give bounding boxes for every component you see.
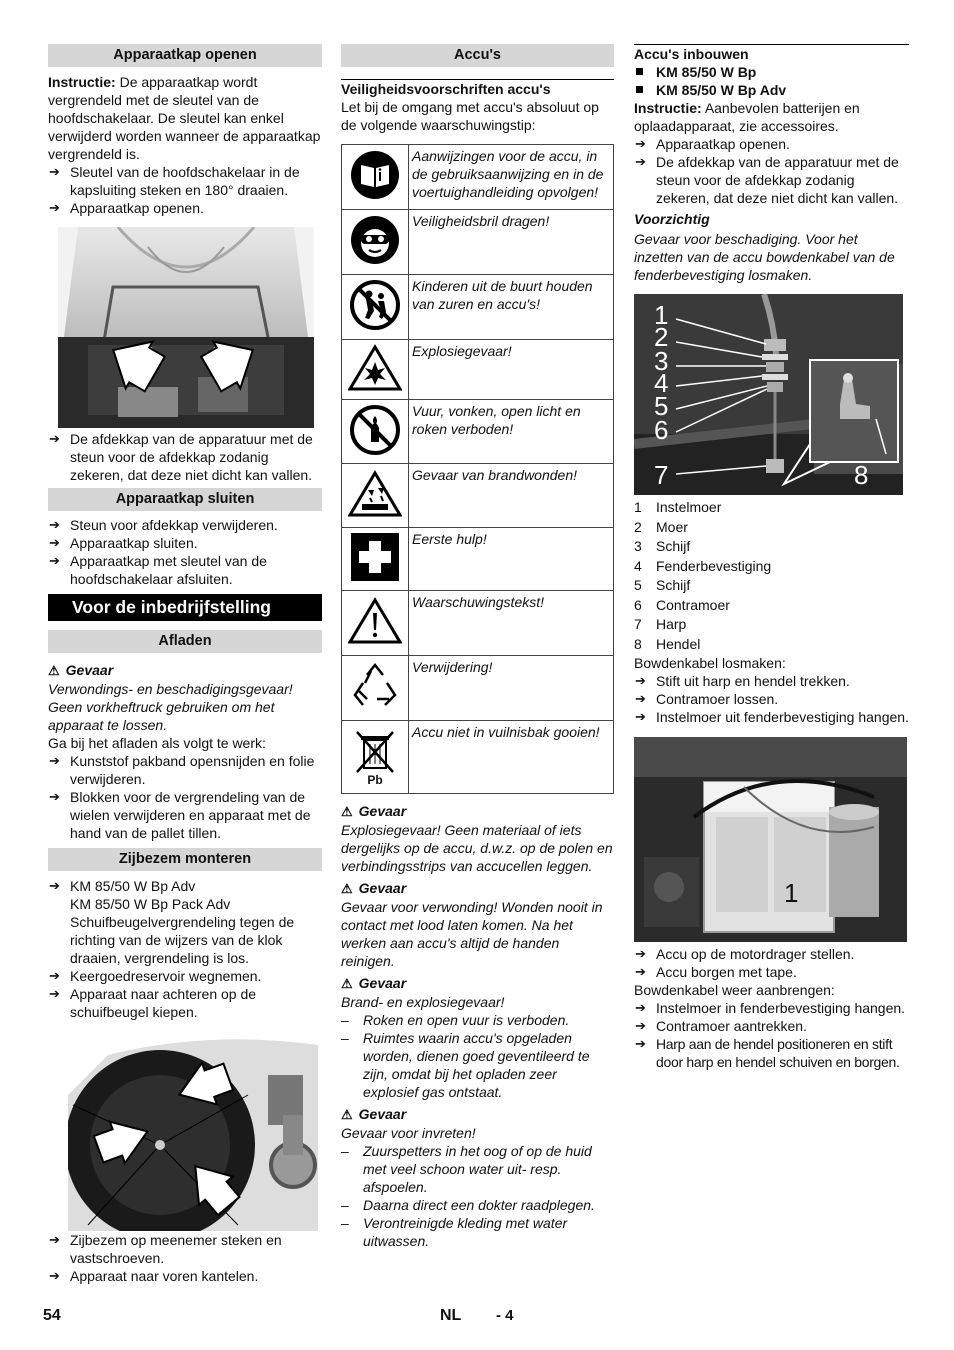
warning-triangle-icon: ⚠	[341, 1107, 353, 1122]
paragraph: Bowdenkabel weer aanbrengen:	[634, 982, 835, 998]
exclamation-warning-icon	[348, 597, 402, 645]
callout-7: 7	[654, 460, 669, 490]
step: ➔ Apparaat naar achteren op de schuifbeugel kiepen.	[48, 985, 322, 1021]
table-row: Verwijdering!	[342, 656, 614, 721]
step: ➔ Accu borgen met tape.	[634, 963, 909, 981]
corrosive-warning-icon	[348, 470, 402, 518]
legend-item: 7 Harp	[634, 616, 687, 632]
step: ➔ Apparaatkap openen.	[48, 199, 322, 217]
warning-text: Verwondings- en beschadigingsgevaar! Geen vorkheftruck gebruiken om het apparaat te lossen.	[48, 681, 293, 733]
step: ➔ Contramoer lossen.	[634, 690, 909, 708]
step: ➔ Apparaatkap met sleutel van de hoofdschakelaar afsluiten.	[48, 552, 322, 588]
list-item: – Ruimtes waarin accu's opgeladen worden, dienen goed geventileerd te zijn, omdat bij het opladen zeer explosief gas ontstaat.	[341, 1029, 614, 1101]
warning-heading: ⚠ Gevaar	[341, 803, 407, 819]
step: ➔ Instelmoer uit fenderbevestiging hangen.	[634, 708, 909, 726]
chapter-title: Voor de inbedrijfstelling	[48, 594, 322, 621]
no-fire-icon	[349, 404, 401, 456]
step: ➔ Steun voor afdekkap verwijderen.	[48, 516, 322, 534]
list-item: – Verontreinigde kleding met water uitwassen.	[341, 1214, 614, 1250]
legend-list	[634, 498, 909, 654]
explosion-warning-icon	[348, 344, 402, 392]
warning-heading: ⚠ Gevaar	[341, 880, 407, 896]
first-aid-icon	[350, 532, 400, 582]
subsection-title: Veiligheidsvoorschriften accu's	[341, 81, 551, 97]
instruction-paragraph: Instructie: Aanbevolen batterijen en oplaadapparaat, zie accessoires.	[634, 100, 860, 134]
crossed-bin-icon	[353, 728, 397, 774]
table-row: Pb Accu niet in vuilnisbak gooien!	[342, 721, 614, 794]
list-item: – Daarna direct een dokter raadplegen.	[341, 1196, 614, 1214]
step: ➔ Stift uit harp en hendel trekken.	[634, 672, 909, 690]
legend-item: 1 Instelmoer	[634, 499, 722, 515]
step: ➔ Accu op de motordrager stellen.	[634, 945, 909, 963]
column-left	[48, 44, 322, 1285]
step: ➔ Kunststof pakband opensnijden en folie verwijderen.	[48, 752, 322, 788]
callout-2: 2	[654, 322, 669, 352]
column-right	[634, 44, 909, 1071]
callout-4: 4	[654, 368, 669, 398]
warning-triangle-icon: ⚠	[341, 881, 353, 896]
legend-item: 6 Contramoer	[634, 596, 730, 613]
callout-6: 6	[654, 415, 669, 445]
warning-triangle-icon: ⚠	[341, 976, 353, 991]
table-row: Eerste hulp!	[342, 528, 614, 591]
step: ➔ Sleutel van de hoofdschakelaar in de kapsluiting steken en 180° draaien.	[48, 163, 322, 199]
legend-item: 4 Fenderbevestiging	[634, 557, 772, 574]
photo-bowden-cable	[634, 294, 903, 495]
table-row: Waarschuwingstekst!	[342, 591, 614, 656]
column-middle	[341, 44, 614, 1250]
safety-goggles-icon	[350, 215, 400, 265]
section	[634, 44, 909, 63]
table-row: Aanwijzingen voor de accu, in de gebruiksaanwijzing en in de voertuighandleiding opvolgen!	[342, 145, 614, 210]
section-title-open-hood: Apparaatkap openen	[48, 44, 322, 67]
callout-8: 8	[854, 460, 869, 490]
instruction-paragraph: Instructie: De apparaatkap wordt vergrendeld met de sleutel van de hoofdschakelaar. De sleutel kan enkel verwijderd worden wanneer de apparaatkap vergrendeld is.	[48, 74, 321, 162]
subsection	[341, 79, 614, 134]
step: ➔ De afdekkap van de apparatuur met de steun voor de afdekkap zodanig zekeren, dat deze niet dicht kan vallen.	[48, 430, 322, 484]
section-title-install-batteries: Accu's inbouwen	[634, 46, 749, 62]
warning-triangle-icon: ⚠	[48, 663, 60, 678]
warning-triangle-icon: ⚠	[341, 804, 353, 819]
book-icon	[350, 150, 400, 200]
section-title-side-brush: Zijbezem monteren	[48, 848, 322, 871]
warning-heading: ⚠ Gevaar	[341, 1106, 407, 1122]
photo-battery	[634, 737, 907, 942]
callout-1: 1	[654, 300, 669, 330]
step: ➔ De afdekkap van de apparatuur met de steun voor de afdekkap zodanig zekeren, dat deze niet dicht kan vallen.	[634, 153, 909, 207]
legend-item: 8 Hendel	[634, 635, 701, 652]
photo-hood-open	[58, 227, 314, 428]
legend-item: 2 Moer	[634, 518, 688, 535]
table-row: Kinderen uit de buurt houden van zuren en accu's!	[342, 275, 614, 340]
safety-symbol-table	[341, 144, 614, 794]
table-row: Explosiegevaar!	[342, 340, 614, 400]
callout-1: 1	[784, 878, 799, 908]
section-title-unloading: Afladen	[48, 630, 322, 653]
warning-text: Gevaar voor verwonding! Wonden nooit in contact met lood laten komen. Na het werken aan accu's altijd de handen reinigen.	[341, 899, 603, 969]
step: ➔ Contramoer aantrekken.	[634, 1017, 909, 1035]
caution-text: Gevaar voor beschadiging. Voor het inzetten van de accu bowdenkabel van de fenderbevestiging losmaken.	[634, 231, 895, 283]
warning-heading: ⚠ Gevaar	[48, 662, 114, 678]
step: ➔ Keergoedreservoir wegnemen.	[48, 967, 322, 985]
step: ➔ Apparaatkap openen.	[634, 135, 909, 153]
caution-heading: Voorzichtig	[634, 211, 710, 227]
legend-item: 3 Schijf	[634, 538, 691, 554]
step: ➔ Instelmoer in fenderbevestiging hangen.	[634, 999, 909, 1017]
step: ➔ Apparaatkap sluiten.	[48, 534, 322, 552]
step: ➔ KM 85/50 W Bp Adv KM 85/50 W Bp Pack Adv Schuifbeugelvergrendeling tegen de richting van de wijzers van de klok draaien, vergrendeling is los.	[48, 877, 322, 967]
paragraph: Ga bij het afladen als volgt te werk:	[48, 735, 266, 751]
callout-5: 5	[654, 391, 669, 421]
no-children-icon	[349, 279, 401, 331]
step: ➔ Zijbezem op meenemer steken en vastschroeven.	[48, 1231, 322, 1267]
paragraph: Let bij de omgang met accu's absoluut op de volgende waarschuwingstip:	[341, 99, 599, 133]
legend-item: 5 Schijf	[634, 577, 691, 593]
step: ➔ Blokken voor de vergrendeling van de wielen verwijderen en apparaat met de hand van de pallet tillen.	[48, 788, 322, 842]
recycling-icon	[349, 661, 401, 711]
model-item: KM 85/50 W Bp	[634, 63, 909, 81]
paragraph: Bowdenkabel losmaken:	[634, 655, 786, 671]
table-row: Vuur, vonken, open licht en roken verboden!	[342, 400, 614, 464]
language-code: NL	[440, 1307, 462, 1324]
page-sub-number: - 4	[496, 1307, 514, 1324]
step: ➔ Harp aan de hendel positioneren en stift door harp en hendel schuiven en borgen.	[634, 1035, 909, 1071]
warning-text: Gevaar voor invreten!	[341, 1125, 476, 1141]
table-row: Gevaar van brandwonden!	[342, 464, 614, 528]
page-number: 54	[43, 1307, 61, 1324]
model-item: KM 85/50 W Bp Adv	[634, 81, 909, 99]
warning-heading: ⚠ Gevaar	[341, 975, 407, 991]
pb-label: Pb	[367, 772, 383, 787]
section-title-batteries: Accu's	[341, 44, 614, 67]
step: ➔ Apparaat naar voren kantelen.	[48, 1267, 322, 1285]
photo-side-brush	[68, 1035, 318, 1231]
table-row: Veiligheidsbril dragen!	[342, 210, 614, 275]
callout-3: 3	[654, 346, 669, 376]
section-title-close-hood: Apparaatkap sluiten	[48, 488, 322, 511]
list-item: – Roken en open vuur is verboden.	[341, 1011, 614, 1029]
warning-text: Brand- en explosiegevaar!	[341, 994, 505, 1010]
list-item: – Zuurspetters in het oog of op de huid met veel schoon water uit- resp. afspoelen.	[341, 1142, 614, 1196]
warning-text: Explosiegevaar! Geen materiaal of iets dergelijks op de accu, d.w.z. op de polen en verbindingsstrips van accucellen leggen.	[341, 822, 613, 874]
